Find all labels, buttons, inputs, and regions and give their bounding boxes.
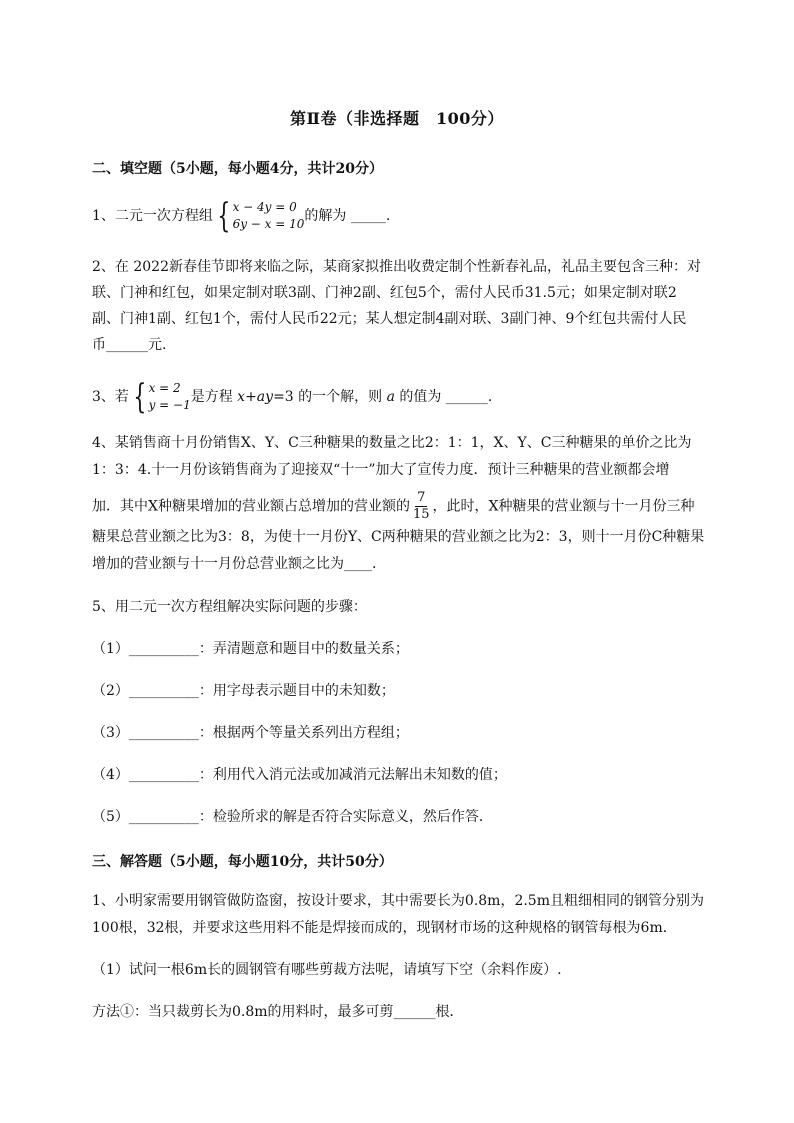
question-3 [92,377,493,417]
left-brace-icon: { [217,196,231,236]
question-4-line-3 [92,490,694,523]
q3-prefix: 3、若 [92,389,129,405]
q3-mid-2: =3 的一个解，则 [273,389,387,405]
q1-equation-system [213,196,305,236]
q3-equation: x+ay [237,389,274,405]
q3-variable: a [386,389,395,405]
q1-equation-2: 6y − x = 10 [232,217,305,231]
question-5-stem: 5、用二元一次方程组解决实际问题的步骤： [92,599,367,615]
question-1 [92,196,391,236]
question-4-line-5: 增加的营业额与十一月份总营业额之比为____. [92,556,377,572]
q1-equation-1: x − 4y = 0 [232,200,297,214]
q5-step-2: （2）__________：用字母表示题目中的未知数； [92,683,395,699]
question-2-line-2: 联、门神和红包，如果定制对联3副、门神2副、红包5个，需付人民币31.5元；如果定制对联2 [92,285,677,301]
q3-equation-2: y = −1 [148,398,191,412]
q1-suffix: 的解为 _____. [304,208,391,224]
q3-equation-system [129,377,191,417]
q5-step-4: （4）__________：利用代入消元法或加减消元法解出未知数的值； [92,767,507,783]
q3-suffix: 的值为 ______. [394,389,493,405]
question-2-line-3: 副、门神1副、红包1个，需付人民币22元；某人想定制4副对联、3副门神、9个红包共需付人民 [92,311,687,327]
q4-line-3-start: 加．其中X种糖果增加的营业额占总增加的营业额的 [92,498,410,515]
q4-line-3-end: ，此时，X种糖果的营业额与十一月份三种 [432,498,695,515]
fraction-numerator: 7 [417,490,426,505]
fraction-denominator: 15 [412,507,430,522]
q1-prefix: 1、二元一次方程组 [92,208,213,224]
paper-title: 第Ⅱ卷（非选择题 100分） [290,109,504,128]
left-brace-icon: { [133,377,147,417]
problem-1-line-1: 1、小明家需要用钢管做防盗窗，按设计要求，其中需要长为0.8m，2.5m且粗细相同的钢管分别为 [92,893,704,909]
question-4-line-1: 4、某销售商十月份销售X、Y、C三种糖果的数量之比2：1：1，X、Y、C三种糖果的单价之比为 [92,435,692,451]
question-4-line-2: 1：3：4.十一月份该销售商为了迎接双“十一”加大了宣传力度．预计三种糖果的营业额都会增 [92,462,670,478]
q5-step-5: （5）__________：检验所求的解是否符合实际意义，然后作答． [92,809,493,825]
q3-mid: 是方程 [190,389,238,405]
q4-fraction [413,490,430,523]
question-2-line-4: 币______元. [92,337,167,353]
problem-1-line-2: 100根，32根，并要求这些用料不能是焊接而成的，现钢材市场的这种规格的钢管每根为6m． [92,920,677,936]
section-answer-heading: 三、解答题（5小题，每小题10分，共计50分） [92,854,393,870]
question-2-line-1: 2、在 2022新春佳节即将来临之际，某商家拟推出收费定制个性新春礼品，礼品主要包含三种：对 [92,259,701,275]
q3-equation-1: x = 2 [148,381,181,395]
problem-1-part-1: （1）试问一根6m长的圆钢管有哪些剪裁方法呢，请填写下空（余料作废）. [92,962,562,978]
question-4-line-4: 糖果总营业额之比为3：8，为使十一月份Y、C两种糖果的营业额之比为2：3，则十一月份C种糖果 [92,529,705,545]
section-fill-in-heading: 二、填空题（5小题，每小题4分，共计20分） [92,161,383,177]
q5-step-3: （3）__________：根据两个等量关系列出方程组； [92,725,409,741]
problem-1-method-1: 方法①：当只裁剪长为0.8m的用料时，最多可剪______根． [92,1004,464,1020]
q5-step-1: （1）__________：弄清题意和题目中的数量关系； [92,641,409,657]
